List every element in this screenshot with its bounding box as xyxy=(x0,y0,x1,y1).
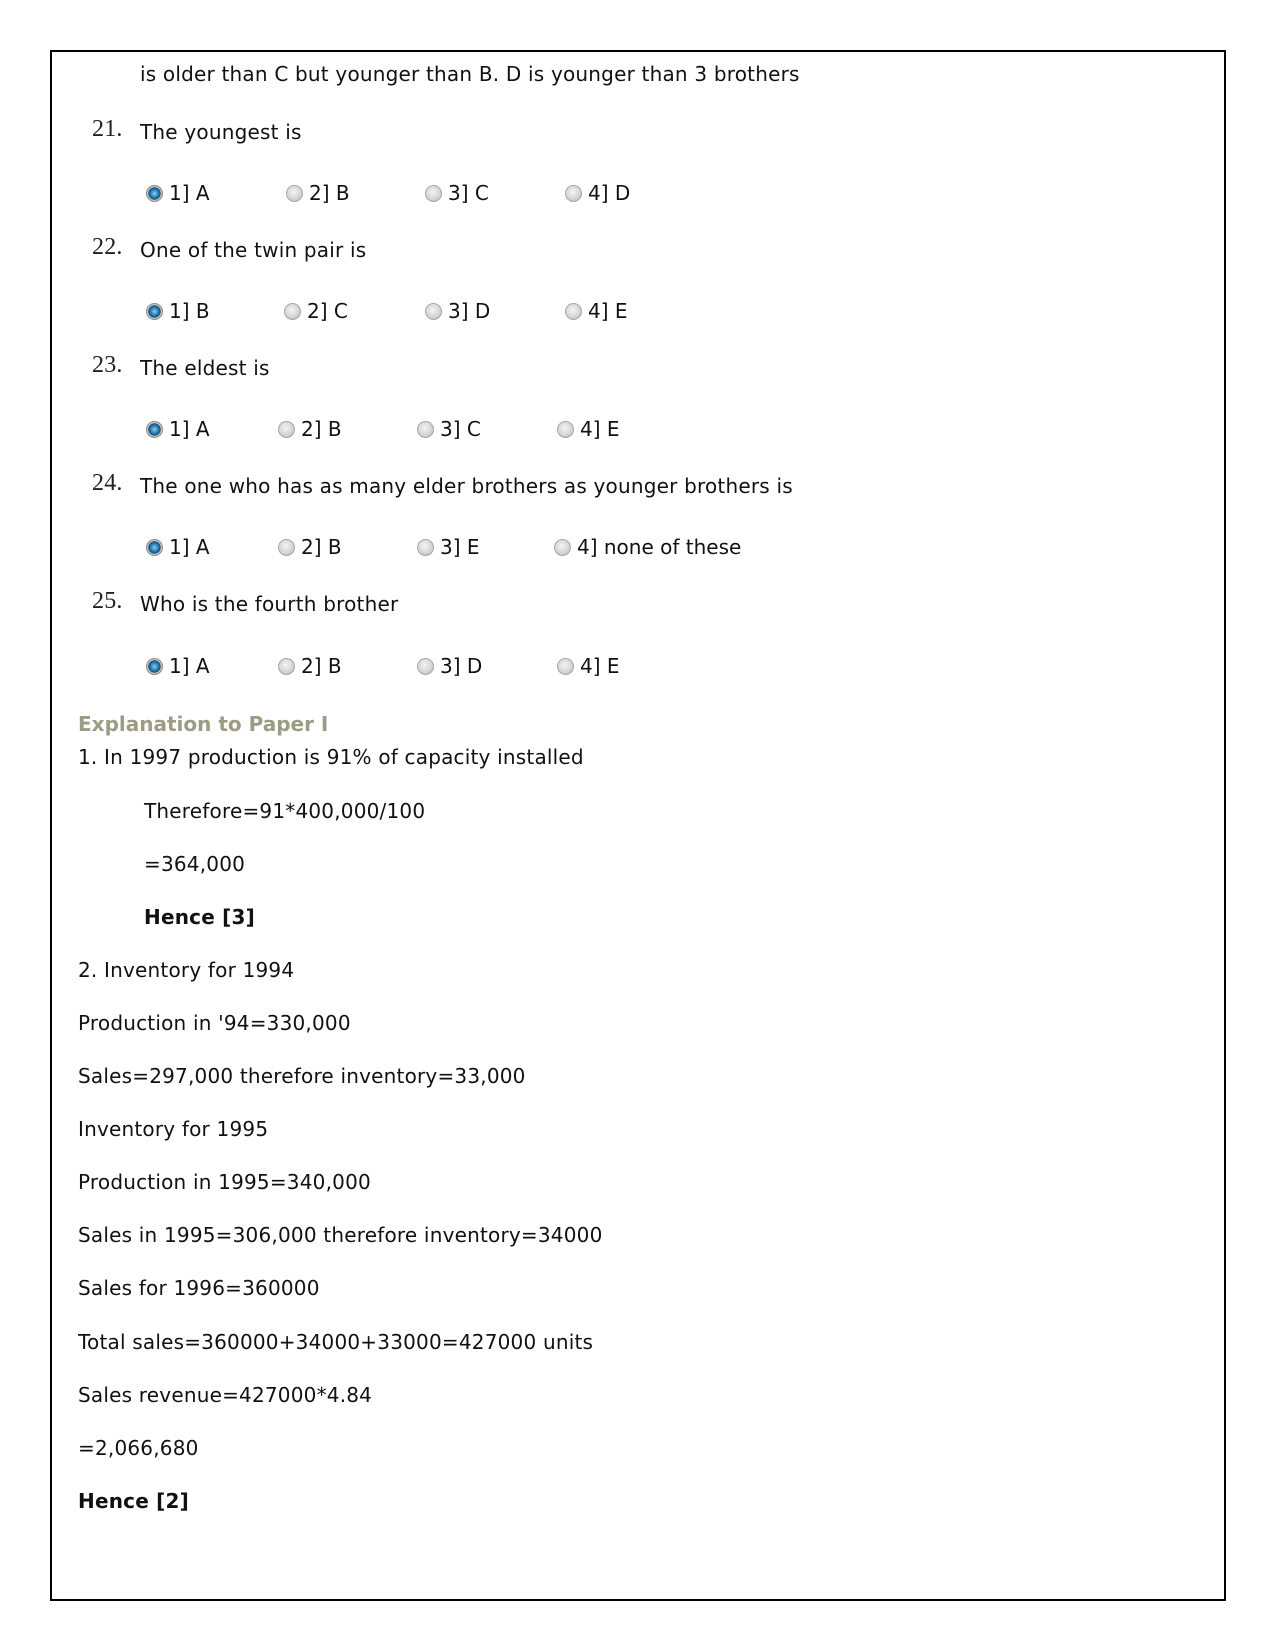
option-label: 3] C xyxy=(448,181,489,205)
option-4[interactable] xyxy=(565,180,630,206)
option-3[interactable] xyxy=(425,180,489,206)
explanation-line: Sales in 1995=306,000 therefore inventory=34000 xyxy=(78,1223,603,1247)
radio-unselected-icon[interactable] xyxy=(278,421,295,438)
explanation-heading: Explanation to Paper I xyxy=(78,712,329,736)
options-group xyxy=(146,298,746,324)
option-label: 4] E xyxy=(580,417,620,441)
option-2[interactable] xyxy=(278,416,342,442)
option-label: 3] D xyxy=(440,654,483,678)
radio-unselected-icon[interactable] xyxy=(417,421,434,438)
option-label: 2] B xyxy=(309,181,350,205)
option-label: 3] D xyxy=(448,299,491,323)
page-frame xyxy=(50,50,1226,1601)
question-text: Who is the fourth brother xyxy=(140,592,399,616)
option-1[interactable] xyxy=(146,180,210,206)
option-4[interactable] xyxy=(554,534,741,560)
options-group xyxy=(146,416,746,442)
explanation-line: Sales=297,000 therefore inventory=33,000 xyxy=(78,1064,526,1088)
explanation-title: 2. Inventory for 1994 xyxy=(78,958,295,982)
option-label: 3] E xyxy=(440,535,480,559)
option-4[interactable] xyxy=(565,298,628,324)
question-text: One of the twin pair is xyxy=(140,238,367,262)
question-text: The youngest is xyxy=(140,120,302,144)
option-label: 1] A xyxy=(169,654,210,678)
explanation-line: =2,066,680 xyxy=(78,1436,199,1460)
radio-selected-icon[interactable] xyxy=(146,539,163,556)
explanation-title: 1. In 1997 production is 91% of capacity installed xyxy=(78,745,584,769)
option-1[interactable] xyxy=(146,653,210,679)
question-number: 25. xyxy=(92,588,123,614)
option-label: 2] B xyxy=(301,535,342,559)
option-1[interactable] xyxy=(146,298,210,324)
radio-unselected-icon[interactable] xyxy=(425,185,442,202)
option-label: 2] B xyxy=(301,654,342,678)
question-number: 24. xyxy=(92,470,123,496)
radio-unselected-icon[interactable] xyxy=(278,658,295,675)
option-3[interactable] xyxy=(417,416,481,442)
radio-unselected-icon[interactable] xyxy=(286,185,303,202)
option-3[interactable] xyxy=(417,653,482,679)
radio-selected-icon[interactable] xyxy=(146,185,163,202)
option-label: 1] B xyxy=(169,299,210,323)
radio-unselected-icon[interactable] xyxy=(557,658,574,675)
question-number: 22. xyxy=(92,234,123,260)
radio-unselected-icon[interactable] xyxy=(557,421,574,438)
option-2[interactable] xyxy=(278,653,342,679)
option-1[interactable] xyxy=(146,534,210,560)
radio-unselected-icon[interactable] xyxy=(417,539,434,556)
radio-unselected-icon[interactable] xyxy=(554,539,571,556)
explanation-line: Inventory for 1995 xyxy=(78,1117,269,1141)
option-label: 1] A xyxy=(169,181,210,205)
option-label: 2] C xyxy=(307,299,348,323)
explanation-line: Production in 1995=340,000 xyxy=(78,1170,371,1194)
option-label: 3] C xyxy=(440,417,481,441)
question-number: 23. xyxy=(92,352,123,378)
radio-unselected-icon[interactable] xyxy=(425,303,442,320)
options-group xyxy=(146,534,846,560)
question-text: The eldest is xyxy=(140,356,270,380)
option-label: 4] none of these xyxy=(577,535,742,559)
option-label: 1] A xyxy=(169,417,210,441)
explanation-line: Sales for 1996=360000 xyxy=(78,1276,320,1300)
option-4[interactable] xyxy=(557,653,620,679)
option-2[interactable] xyxy=(286,180,350,206)
option-1[interactable] xyxy=(146,416,210,442)
radio-unselected-icon[interactable] xyxy=(278,539,295,556)
option-label: 1] A xyxy=(169,535,210,559)
question-number: 21. xyxy=(92,116,123,142)
option-4[interactable] xyxy=(557,416,620,442)
option-2[interactable] xyxy=(278,534,342,560)
option-3[interactable] xyxy=(417,534,480,560)
explanation-line: =364,000 xyxy=(144,852,246,876)
radio-unselected-icon[interactable] xyxy=(565,303,582,320)
question-text: The one who has as many elder brothers as younger brothers is xyxy=(140,474,793,498)
radio-unselected-icon[interactable] xyxy=(284,303,301,320)
explanation-line: Total sales=360000+34000+33000=427000 units xyxy=(78,1330,594,1354)
radio-selected-icon[interactable] xyxy=(146,421,163,438)
explanation-line: Production in '94=330,000 xyxy=(78,1011,351,1035)
intro-text: is older than C but younger than B. D is younger than 3 brothers xyxy=(140,62,800,86)
explanation-line: Therefore=91*400,000/100 xyxy=(144,799,426,823)
option-label: 4] D xyxy=(588,181,631,205)
explanation-answer: Hence [3] xyxy=(144,905,255,929)
options-group xyxy=(146,653,746,679)
options-group xyxy=(146,180,746,206)
radio-selected-icon[interactable] xyxy=(146,658,163,675)
option-3[interactable] xyxy=(425,298,490,324)
option-2[interactable] xyxy=(284,298,348,324)
explanation-line: Sales revenue=427000*4.84 xyxy=(78,1383,373,1407)
radio-unselected-icon[interactable] xyxy=(565,185,582,202)
radio-selected-icon[interactable] xyxy=(146,303,163,320)
option-label: 2] B xyxy=(301,417,342,441)
radio-unselected-icon[interactable] xyxy=(417,658,434,675)
explanation-answer: Hence [2] xyxy=(78,1489,189,1513)
option-label: 4] E xyxy=(580,654,620,678)
option-label: 4] E xyxy=(588,299,628,323)
